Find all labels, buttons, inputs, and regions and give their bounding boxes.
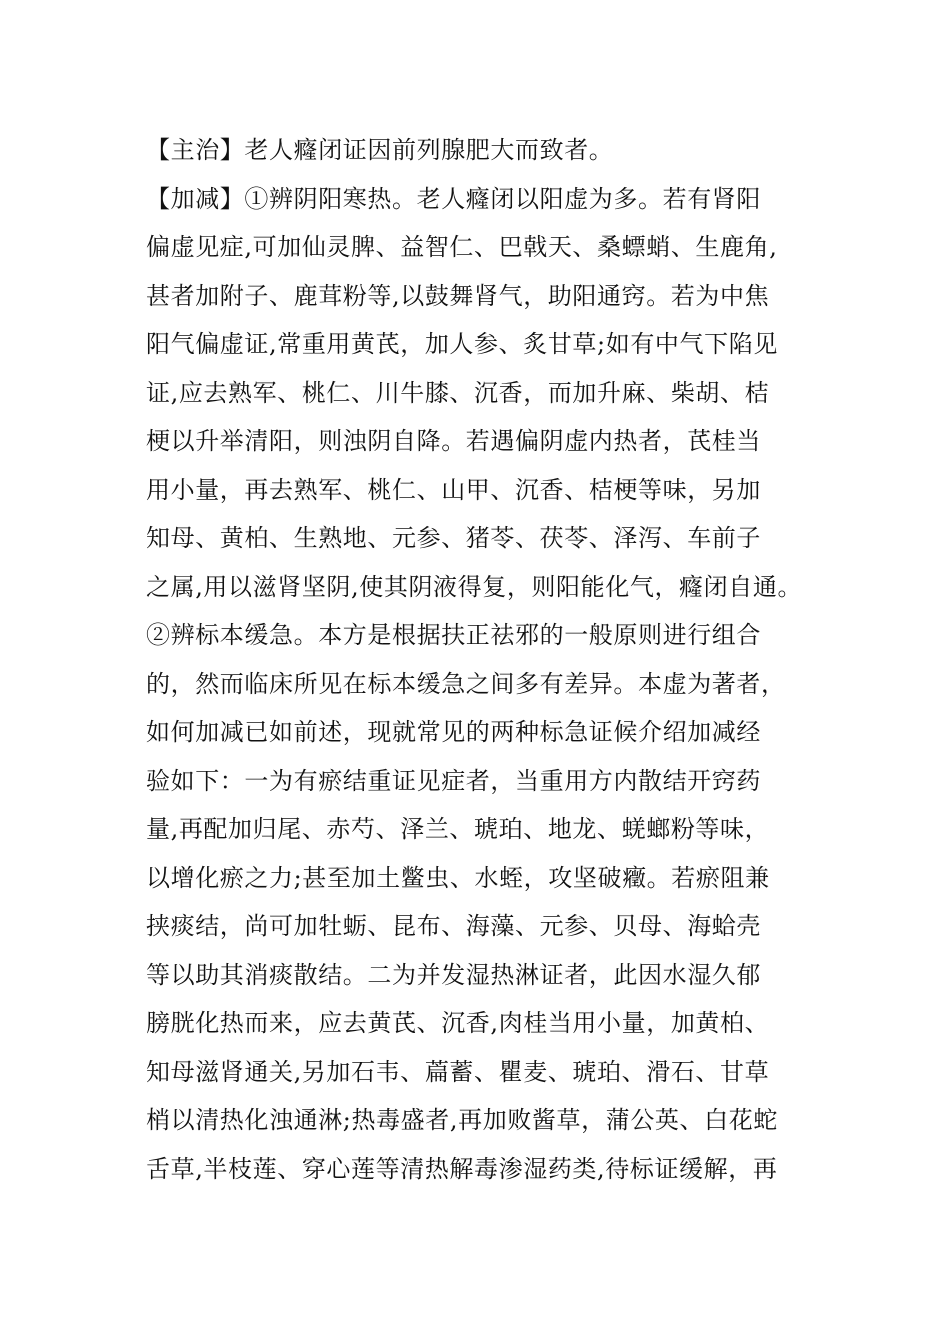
text-line: ②辨标本缓急。本方是根据扶正祛邪的一般原则进行组合: [146, 621, 761, 649]
text-line: 以增化瘀之力;甚至加土鳖虫、水蛭，攻坚破癥。若瘀阻兼: [146, 863, 770, 892]
text-line: 知母、黄柏、生熟地、元参、猪苓、茯苓、泽泻、车前子: [146, 524, 761, 552]
text-line: 验如下：一为有瘀结重证见症者，当重用方内散结开窍药: [146, 766, 761, 795]
text-line: 【加减】①辨阴阳寒热。老人癃闭以阳虚为多。若有肾阳: [146, 184, 761, 213]
body-text: [146, 126, 826, 1193]
text-line: 量,再配加归尾、赤芍、泽兰、琥珀、地龙、蜣螂粉等味，: [146, 815, 770, 843]
text-line: 阳气偏虚证,常重用黄芪，加人参、炙甘草;如有中气下陷见: [146, 330, 778, 358]
text-line: 挟痰结，尚可加牡蛎、昆布、海藻、元参、贝母、海蛤壳: [146, 912, 761, 940]
text-line: 甚者加附子、鹿茸粉等,以鼓舞肾气，助阳通窍。若为中焦: [146, 281, 770, 310]
text-line: 梢以清热化浊通淋;热毒盛者,再加败酱草，蒲公英、白花蛇: [146, 1106, 778, 1134]
text-line: 知母滋肾通关,另加石韦、萹蓄、瞿麦、琥珀、滑石、甘草: [146, 1057, 770, 1086]
text-line: 等以助其消痰散结。二为并发湿热淋证者，此因水湿久郁: [146, 960, 761, 989]
text-line: 之属,用以滋肾坚阴,使其阴液得复，则阳能化气，癃闭自通。: [146, 572, 803, 601]
text-line: 偏虚见症,可加仙灵脾、益智仁、巴戟天、桑螵蛸、生鹿角,: [146, 233, 778, 261]
text-line: 舌草,半枝莲、穿心莲等清热解毒渗湿药类,待标证缓解，再: [146, 1154, 778, 1183]
text-line: 梗以升举清阳，则浊阴自降。若遇偏阴虚内热者，芪桂当: [146, 427, 761, 455]
text-line: 证,应去熟军、桃仁、川牛膝、沉香，而加升麻、柴胡、桔: [146, 378, 770, 407]
text-line: 膀胱化热而来，应去黄芪、沉香,肉桂当用小量，加黄柏、: [146, 1009, 770, 1037]
text-line: 【主治】老人癃闭证因前列腺肥大而致者。: [146, 136, 614, 164]
text-line: 的，然而临床所见在标本缓急之间多有差异。本虚为著者，: [146, 669, 786, 698]
text-line: 用小量，再去熟军、桃仁、山甲、沉香、桔梗等味，另加: [146, 475, 761, 504]
text-line: 如何加减已如前述，现就常见的两种标急证候介绍加减经: [146, 718, 761, 746]
